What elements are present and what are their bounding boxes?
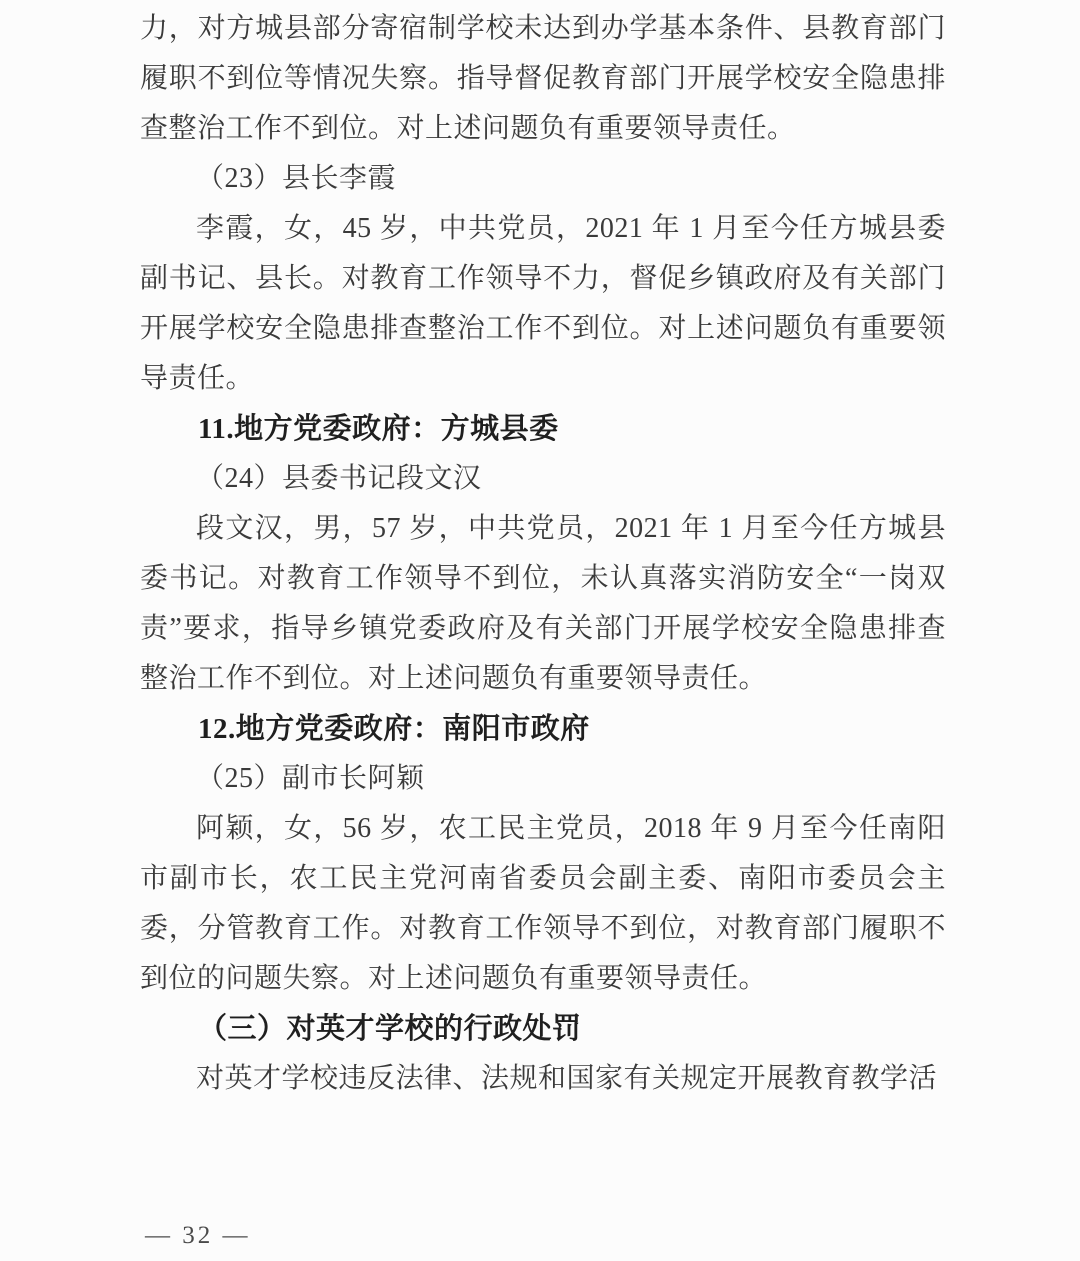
page-number: — 32 — bbox=[145, 1222, 251, 1249]
document-body bbox=[140, 4, 946, 1104]
section-heading-3-penalty: （三）对英才学校的行政处罚 bbox=[198, 1013, 582, 1045]
paragraph-continuation: 力，对方城县部分寄宿制学校未达到办学基本条件、县教育部门履职不到位等情况失察。指导督促教育部门开展学校安全隐患排查整治工作不到位。对上述问题负有重要领导责任。 bbox=[140, 13, 946, 144]
paragraph-official-23-detail: 李霞，女，45 岁，中共党员，2021 年 1 月至今任方城县委副书记、县长。对教育工作领导不力，督促乡镇政府及有关部门开展学校安全隐患排查整治工作不到位。对上述问题负有重要领导责任。 bbox=[140, 213, 946, 394]
section-heading-11: 11.地方党委政府：方城县委 bbox=[198, 413, 559, 445]
section-heading-12: 12.地方党委政府：南阳市政府 bbox=[198, 713, 590, 745]
paragraph-penalty-intro: 对英才学校违反法律、法规和国家有关规定开展教育教学活 bbox=[196, 1063, 938, 1094]
paragraph-official-25-title: （25）副市长阿颖 bbox=[196, 763, 425, 794]
paragraph-official-24-title: （24）县委书记段文汉 bbox=[196, 463, 482, 494]
paragraph-official-23-title: （23）县长李霞 bbox=[196, 163, 397, 194]
paragraph-official-24-detail: 段文汉，男，57 岁，中共党员，2021 年 1 月至今任方城县委书记。对教育工作领导不到位，未认真落实消防安全“一岗双责”要求，指导乡镇党委政府及有关部门开展学校安全隐患排查整治工作不到位。对上述问题负有重要领导责任。 bbox=[140, 513, 946, 694]
paragraph-official-25-detail: 阿颖，女，56 岁，农工民主党员，2018 年 9 月至今任南阳市副市长，农工民主党河南省委员会副主委、南阳市委员会主委，分管教育工作。对教育工作领导不到位，对教育部门履职不到位的问题失察。对上述问题负有重要领导责任。 bbox=[140, 813, 946, 994]
